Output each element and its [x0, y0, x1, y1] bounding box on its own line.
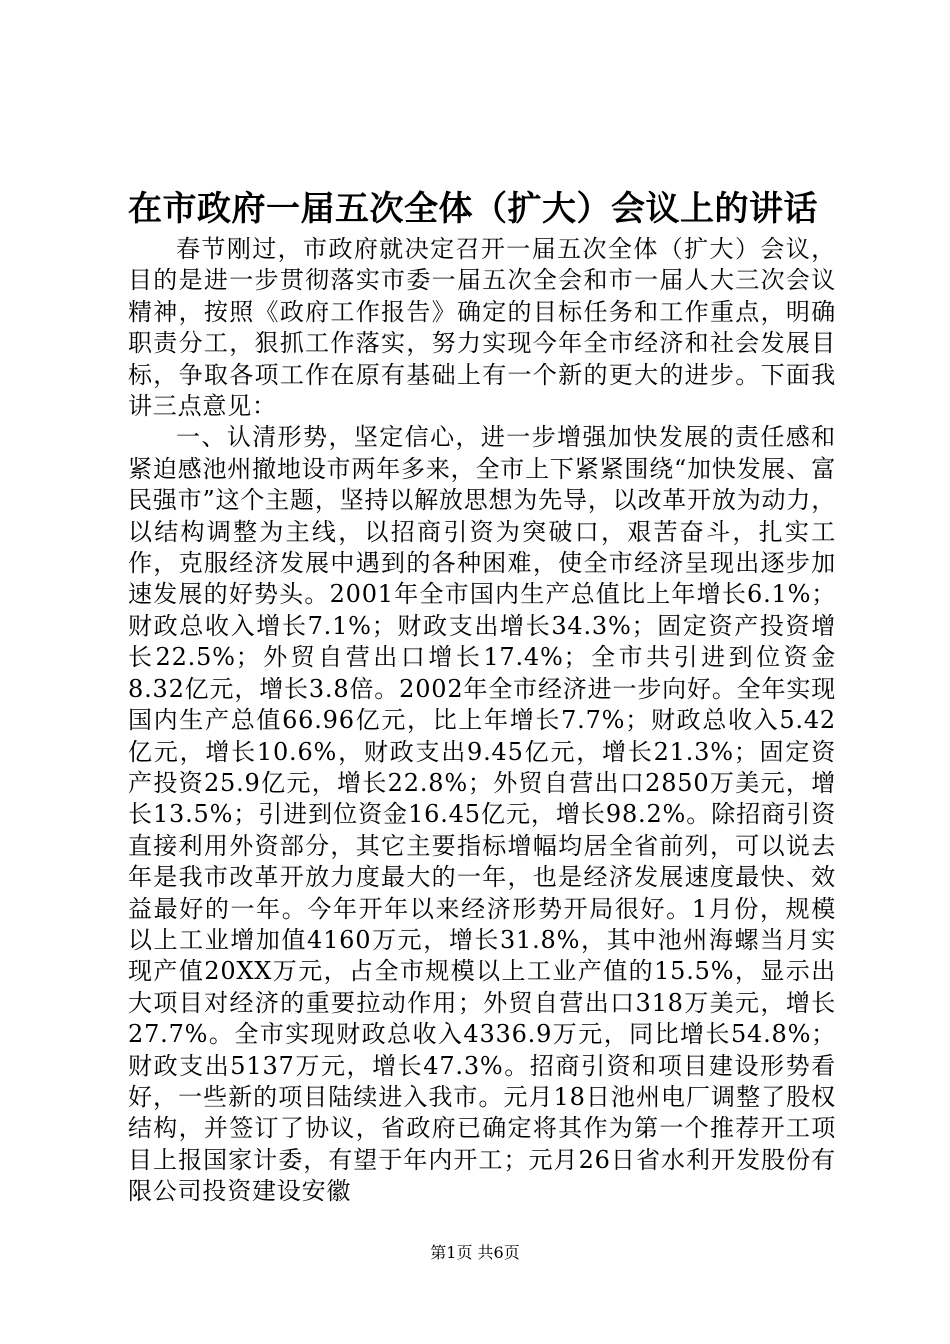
- page-footer: 第1页 共6页: [430, 1243, 520, 1262]
- document-body: [128, 234, 836, 1208]
- document-title: 在市政府一届五次全体（扩大）会议上的讲话: [128, 189, 818, 229]
- paragraph-intro: 春节刚过，市政府就决定召开一届五次全体（扩大）会议，目的是进一步贯彻落实市委一届五次全会和市一届人大三次会议精神，按照《政府工作报告》确定的目标任务和工作重点，明确职责分工，狠抓工作落实，努力实现今年全市经济和社会发展目标，争取各项工作在原有基础上有一个新的更大的进步。下面我讲三点意见：: [128, 235, 836, 421]
- paragraph-section-one: 一、认清形势，坚定信心，进一步增强加快发展的责任感和紧迫感池州撤地设市两年多来，全市上下紧紧围绕“加快发展、富民强市”这个主题，坚持以解放思想为先导，以改革开放为动力，以结构调整为主线，以招商引资为突破口，艰苦奋斗，扎实工作，克服经济发展中遇到的各种困难，使全市经济呈现出逐步加速发展的好势头。2001年全市国内生产总值比上年增长6.1%；财政总收入增长7.1%；财政支出增长34.3%；固定资产投资增长22.5%；外贸自营出口增长17.4%；全市共引进到位资金8.32亿元，增长3.8倍。2002年全市经济进一步向好。全年实现国内生产总值66.96亿元，比上年增长7.7%；财政总收入5.42亿元，增长10.6%，财政支出9.45亿元，增长21.3%；固定资产投资25.9亿元，增长22.8%；外贸自营出口2850万美元，增长13.5%；引进到位资金16.45亿元，增长98.2%。除招商引资直接利用外资部分，其它主要指标增幅均居全省前列，可以说去年是我市改革开放力度最大的一年，也是经济发展速度最快、效益最好的一年。今年开年以来经济形势开局很好。1月份，规模以上工业增加值4160万元，增长31.8%，其中池州海螺当月实现产值20XX万元，占全市规模以上工业产值的15.5%，显示出大项目对经济的重要拉动作用；外贸自营出口318万美元，增长27.7%。全市实现财政总收入4336.9万元，同比增长54.8%；财政支出5137万元，增长47.3%。招商引资和项目建设形势看好，一些新的项目陆续进入我市。元月18日池州电厂调整了股权结构，并签订了协议，省政府已确定将其作为第一个推荐开工项目上报国家计委，有望于年内开工；元月26日省水利开发股份有限公司投资建设安徽: [128, 423, 836, 1206]
